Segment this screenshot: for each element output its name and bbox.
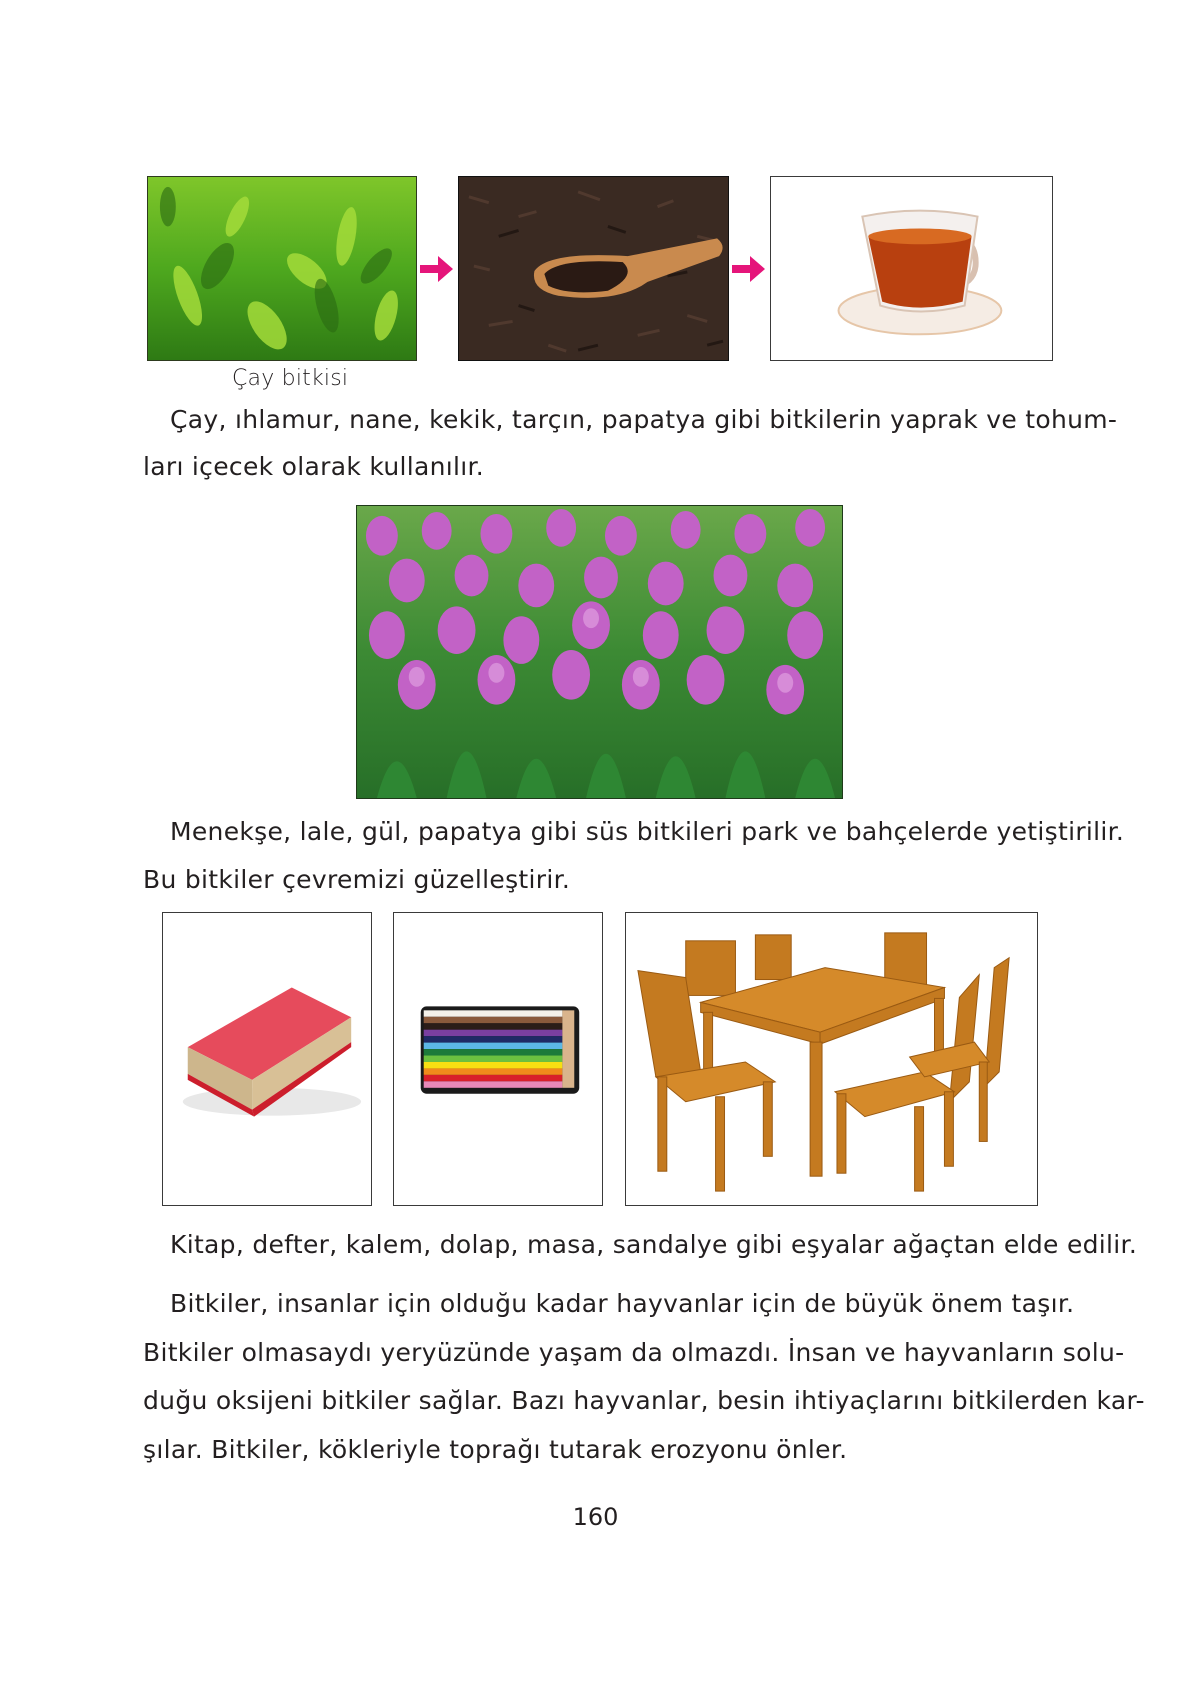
cup-of-tea-photo (770, 176, 1053, 361)
paragraph-4-line-4: şılar. Bitkiler, kökleriyle toprağı tutarak erozyonu önler. (143, 1435, 848, 1464)
paragraph-1-line-2: ları içecek olarak kullanılır. (143, 452, 485, 481)
tulip-field-photo (356, 505, 843, 799)
red-book-photo (162, 912, 372, 1206)
paragraph-4-line-2: Bitkiler olmasaydı yeryüzünde yaşam da olmazdı. İnsan ve hayvanların solu- (143, 1338, 1125, 1367)
paragraph-1-line-1: Çay, ıhlamur, nane, kekik, tarçın, papatya gibi bitkilerin yaprak ve tohum- (170, 405, 1118, 434)
colored-pencils-photo (393, 912, 603, 1206)
paragraph-4-line-1: Bitkiler, insanlar için olduğu kadar hayvanlar için de büyük önem taşır. (170, 1289, 1075, 1318)
arrow-right-icon (420, 252, 454, 286)
arrow-right-icon (732, 252, 766, 286)
paragraph-2-line-1: Menekşe, lale, gül, papatya gibi süs bitkileri park ve bahçelerde yetiştirilir. (170, 817, 1125, 846)
tea-plant-caption: Çay bitkisi (232, 366, 349, 391)
page-number: 160 (572, 1503, 619, 1531)
paragraph-3-line-1: Kitap, defter, kalem, dolap, masa, sandalye gibi eşyalar ağaçtan elde edilir. (170, 1230, 1138, 1259)
dried-tea-leaves-photo (458, 176, 729, 361)
paragraph-4-line-3: duğu oksijeni bitkiler sağlar. Bazı hayvanlar, besin ihtiyaçlarını bitkilerden kar- (143, 1386, 1145, 1415)
tea-plant-photo (147, 176, 417, 361)
wooden-table-chairs-photo (625, 912, 1038, 1206)
paragraph-2-line-2: Bu bitkiler çevremizi güzelleştirir. (143, 865, 571, 894)
